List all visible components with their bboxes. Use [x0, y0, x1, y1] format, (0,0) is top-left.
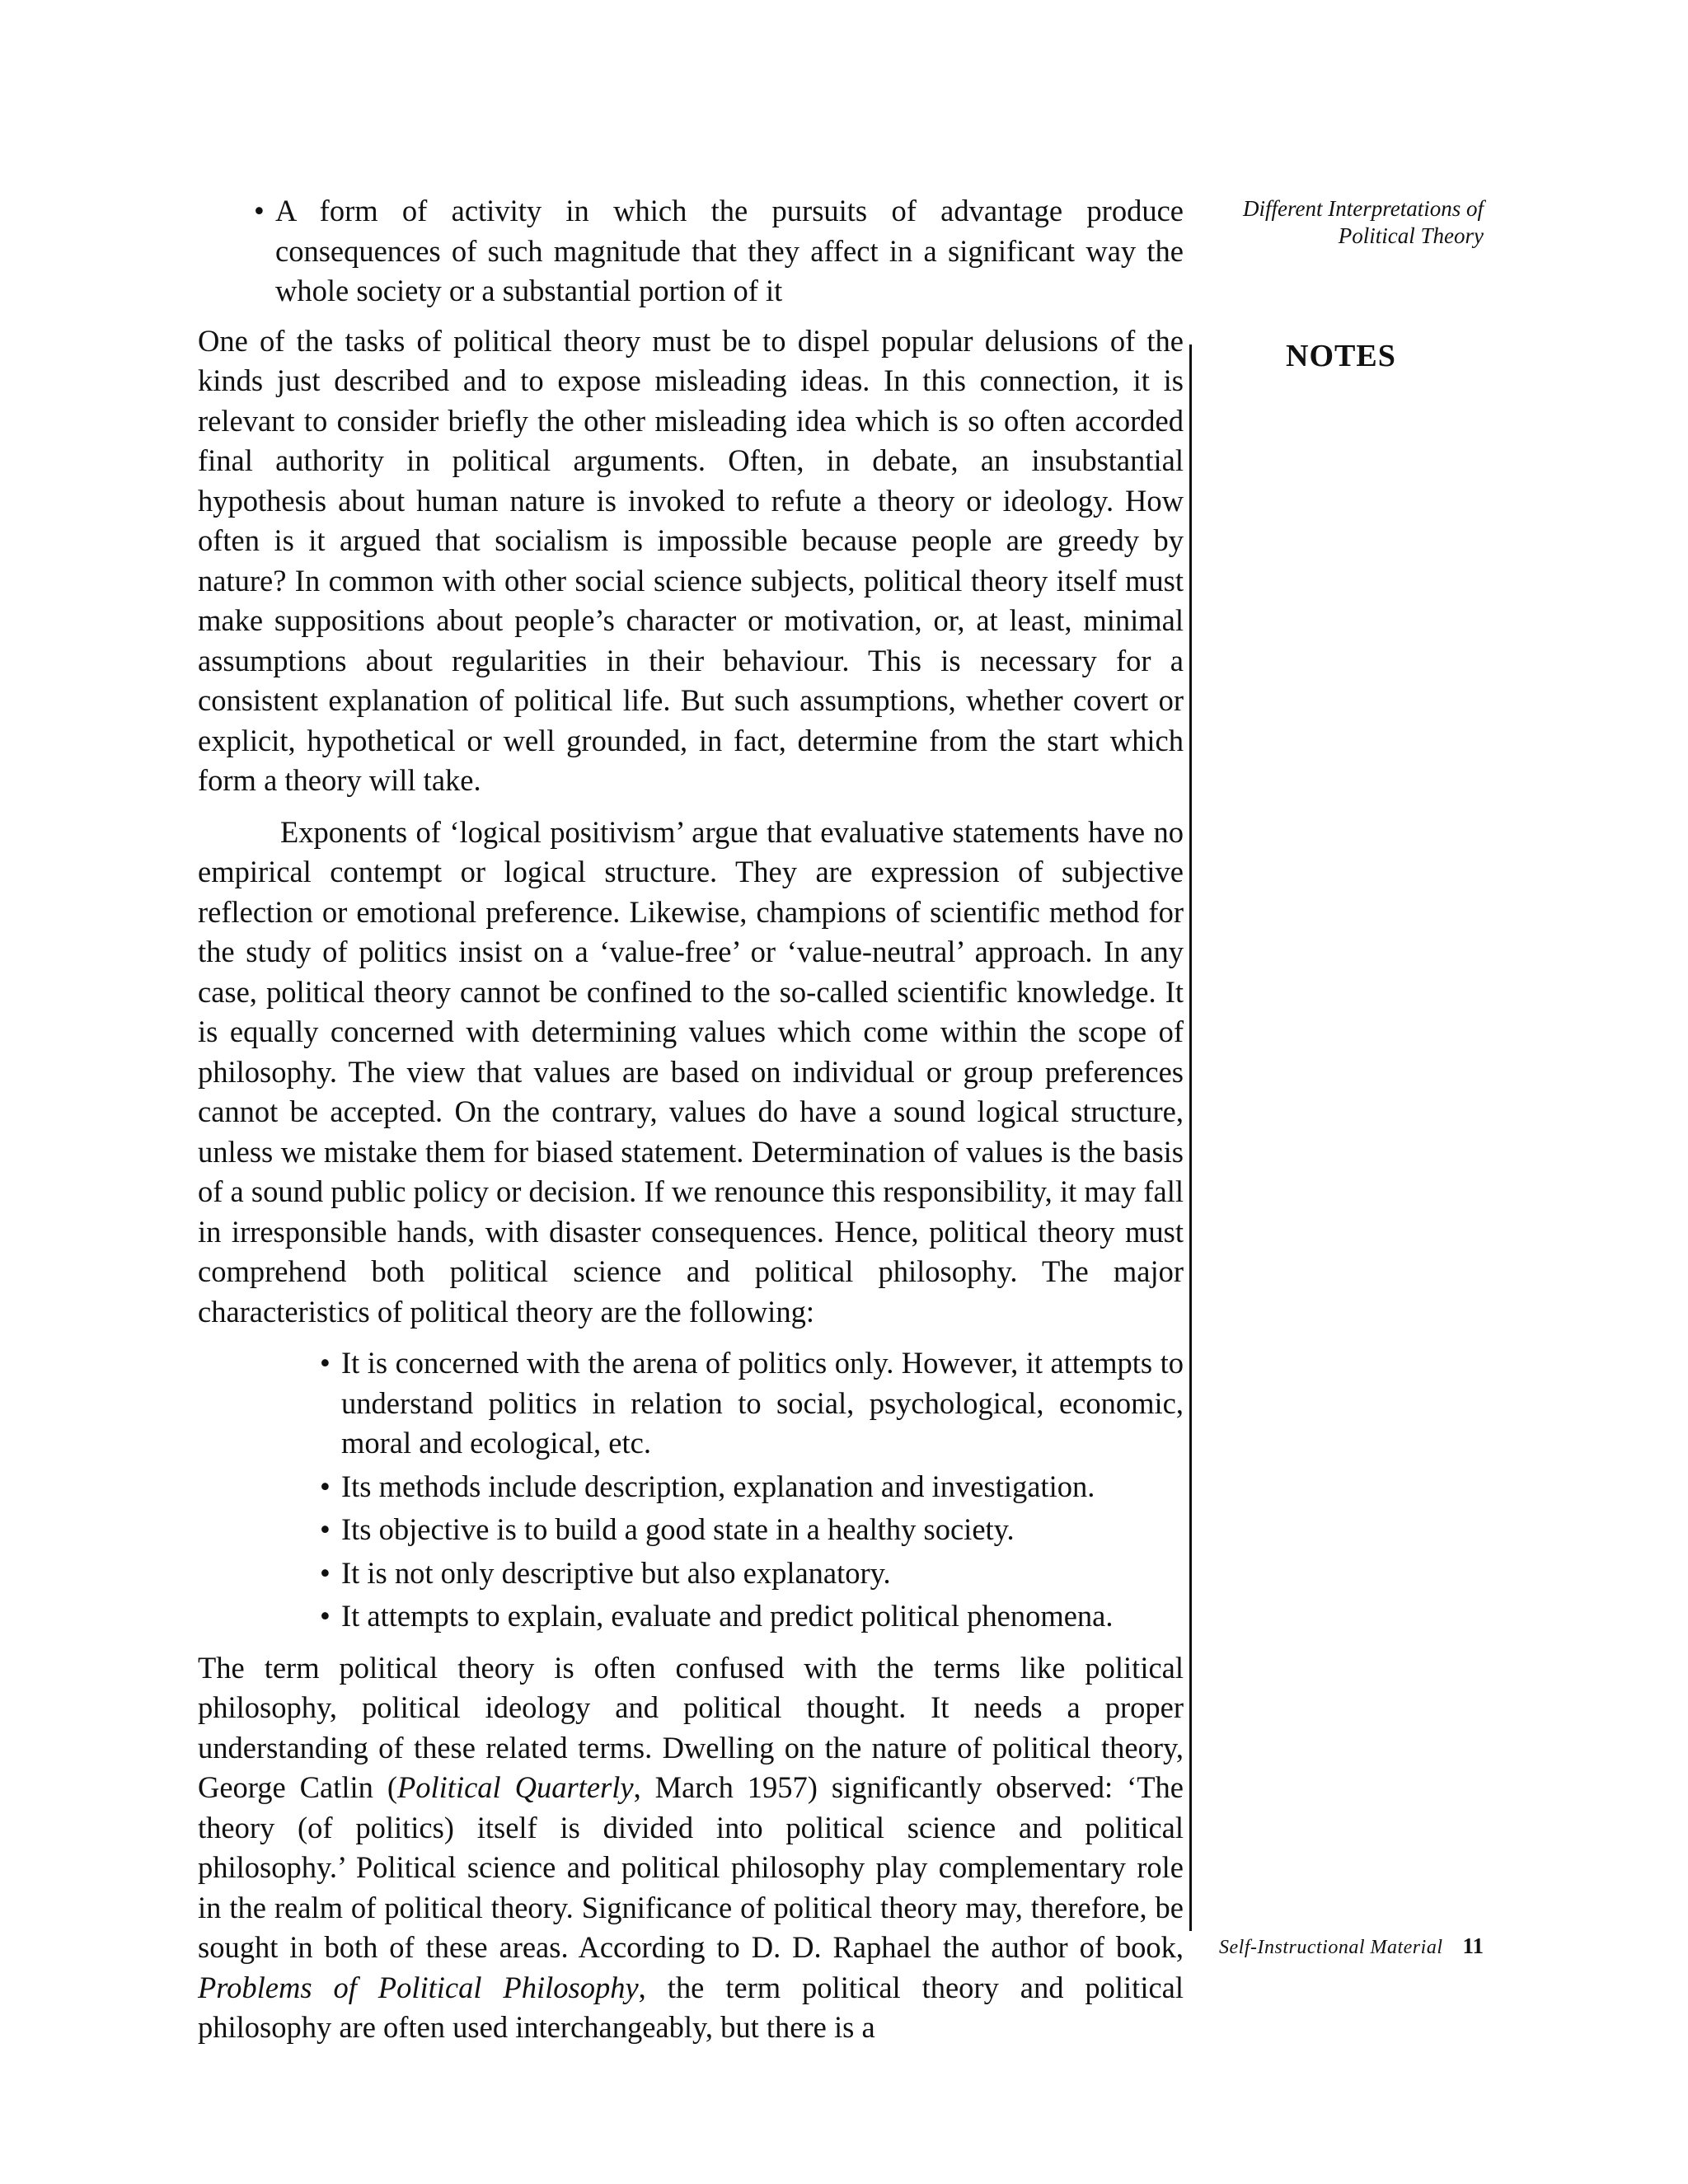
page-number: 11: [1462, 1933, 1484, 1958]
margin-divider-rule: [1189, 344, 1192, 1931]
paragraph-human-nature: One of the tasks of political theory must be to dispel popular delusions of the kinds just described and to expose misleading ideas. In this connection, it is relevant to consider briefly the other misleading idea which is so often accorded final authority in political arguments. Often, in debate, an insubstantial hypothesis about human nature is invoked to refute a theory or ideology. How often is it argued that socialism is impossible because people are greedy by nature? In common with other social science subjects, political theory itself must make suppositions about people’s character or motivation, or, at least, minimal assumptions about regularities in their behaviour. This is necessary for a consistent explanation of political life. But such assumptions, whether covert or explicit, hypothetical or well grounded, in fact, determine from the start which form a theory will take.: [198, 323, 1184, 797]
running-head: [1154, 195, 1484, 250]
footer-label: Self-Instructional Material: [1219, 1937, 1443, 1958]
bullet-text: • It is not only descriptive but also explanatory.: [341, 1555, 891, 1590]
paragraph-logical-positivism: Exponents of ‘logical positivism’ argue that evaluative statements have no empirical contempt or logical structure. They are expression of subjective reflection or emotional preference. Likewise, champions of scientific method for the study of politics insist on a ‘value-free’ or ‘value-neutral’ approach. In any case, political theory cannot be confined to the so-called scientific knowledge. It is equally concerned with determining values which come within the scope of philosophy. The view that values are based on individual or group preferences cannot be accepted. On the contrary, values do have a sound logical structure, unless we mistake them for biased statement. Determination of values is the basis of a sound public policy or decision. If we renounce this responsibility, it may fall in irresponsible hands, with disaster consequences. Hence, political theory must comprehend both political science and political philosophy. The major characteristics of political theory are the following:: [198, 814, 1184, 1329]
paragraph-text: , March 1957) significantly observed: ‘The theory (of politics) itself is divided into political science and political philosophy.’ Political science and political philosophy play complementary role in the realm of political theory. Significance of political theory may, therefore, be sought in both of these areas. According to D. D. Raphael the author of book,: [198, 1770, 1184, 1964]
bullet-text: • Its objective is to build a good state in a healthy society.: [341, 1512, 1015, 1546]
bullet-item: [252, 191, 1184, 312]
notes-margin-label: NOTES: [1286, 339, 1396, 373]
book-title: Problems of Political Philosophy: [198, 1970, 639, 2004]
paragraph-political-theory-terms: [198, 1648, 1184, 2048]
running-head-line1: Different Interpretations of: [1243, 196, 1484, 221]
bullet-text: • It is concerned with the arena of politics only. However, it attempts to understand politics in relation to social, psychological, economic, moral and ecological, etc.: [341, 1346, 1184, 1460]
bullet-item: [318, 1596, 1184, 1637]
bullet-item: [318, 1343, 1184, 1464]
main-text-column: [198, 191, 1184, 2060]
bullet-text: • Its methods include description, explanation and investigation.: [341, 1469, 1095, 1503]
bullet-item: [318, 1554, 1184, 1594]
top-bullet-list: [252, 191, 1184, 312]
bullet-text: • A form of activity in which the pursuits of advantage produce consequences of such magnitude that they affect in a significant way the whole society or a substantial portion of it: [275, 194, 1184, 307]
page-footer: [1219, 1933, 1484, 1959]
running-head-line2: Political Theory: [1338, 223, 1484, 248]
characteristics-bullet-list: [318, 1343, 1184, 1637]
bullet-item: [318, 1467, 1184, 1507]
paragraph-text: The term political theory is often confused with the terms like political philosophy, political ideology and political thought. It needs a proper understanding of these related terms. Dwelling on the nature of political theory, George Catlin (: [198, 1650, 1184, 1804]
paragraph-text: , the term political theory and political philosophy are often used interchangeably, but there is a: [198, 1970, 1184, 2044]
bullet-item: [318, 1510, 1184, 1550]
bullet-text: • It attempts to explain, evaluate and predict political phenomena.: [341, 1599, 1114, 1633]
journal-title: Political Quarterly: [396, 1770, 634, 1804]
